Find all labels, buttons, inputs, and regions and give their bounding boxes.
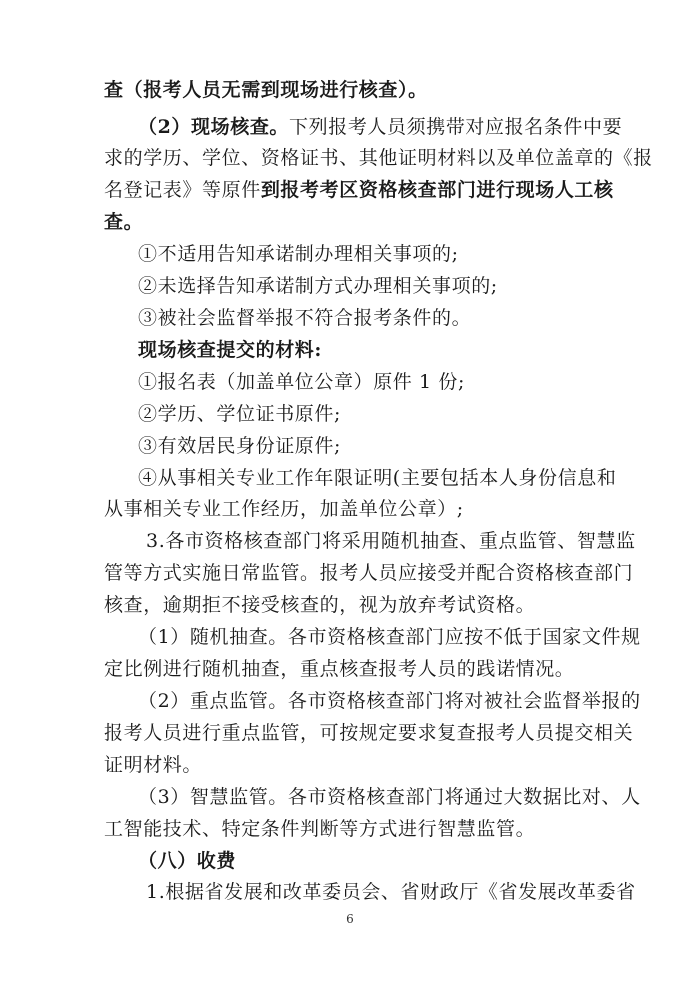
list-item: ①不适用告知承诺制办理相关事项的; xyxy=(138,243,459,265)
paragraph-line: 查。 xyxy=(104,211,144,233)
bold-span: 到报考考区资格核查部门进行现场人工核 xyxy=(260,179,614,201)
paragraph-line: （1）随机抽查。各市资格核查部门应按不低于国家文件规 xyxy=(138,626,641,648)
list-item: ③被社会监督举报不符合报考条件的。 xyxy=(138,307,472,329)
list-item: ③有效居民身份证原件; xyxy=(138,435,342,457)
list-item: ④从事相关专业工作年限证明(主要包括本人身份信息和 xyxy=(138,467,617,489)
paragraph-line: 查（报考人员无需到现场进行核查）。 xyxy=(104,79,428,101)
paragraph-line: 3.各市资格核查部门将采用随机抽查、重点监管、智慧监 xyxy=(146,530,636,552)
paragraph-line: （2）重点监管。各市资格核查部门将对被社会监督举报的 xyxy=(138,690,641,712)
list-item-continuation: 从事相关专业工作经历，加盖单位公章）; xyxy=(104,498,464,520)
paragraph-line: 工智能技术、特定条件判断等方式进行智慧监管。 xyxy=(104,818,536,840)
paragraph-line: （3）智慧监管。各市资格核查部门将通过大数据比对、人 xyxy=(138,786,641,808)
list-item: ①报名表（加盖单位公章）原件 1 份; xyxy=(138,371,465,393)
paragraph-line: 1.根据省发展和改革委员会、省财政厅《省发展改革委省 xyxy=(146,881,636,903)
text-span: 下列报考人员须携带对应报名条件中要 xyxy=(289,116,623,138)
text-span: 名登记表》等原件 xyxy=(104,179,261,201)
paragraph-line xyxy=(104,178,614,202)
paragraph-line: 报考人员进行重点监管，可按规定要求复查报考人员提交相关 xyxy=(104,722,634,744)
paragraph-line: 核查，逾期拒不接受核查的，视为放弃考试资格。 xyxy=(104,594,536,616)
paragraph-line: 求的学历、学位、资格证书、其他证明材料以及单位盖章的《报 xyxy=(104,147,653,169)
paragraph-line: 管等方式实施日常监管。报考人员应接受并配合资格核查部门 xyxy=(104,562,634,584)
section-heading: （八）收费 xyxy=(138,850,237,872)
paragraph-line: 定比例进行随机抽查，重点核查报考人员的践诺情况。 xyxy=(104,658,575,680)
page-number: 6 xyxy=(346,912,354,926)
materials-heading: 现场核查提交的材料: xyxy=(138,339,323,361)
subheading-onsite-check: （2）现场核查。 xyxy=(138,116,290,138)
list-item: ②未选择告知承诺制方式办理相关事项的; xyxy=(138,275,498,297)
paragraph-line xyxy=(138,115,622,139)
paragraph-line: 证明材料。 xyxy=(104,754,203,776)
list-item: ②学历、学位证书原件; xyxy=(138,403,342,425)
